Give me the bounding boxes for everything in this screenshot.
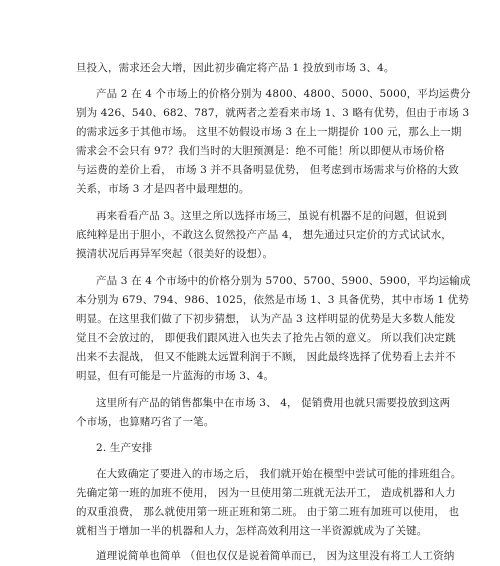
paragraph-line: 底纯粹是出于胆小，不敢这么贸然投产产品 4， 想先通过只定价的方式试试水， <box>76 229 452 241</box>
paragraph-line: 产品 3 在 4 个市场中的价格分别为 5700、5700、5900、5900，平均运输成 <box>96 275 471 287</box>
paragraph-line: 的需求远多于其他市场。 这里不妨假设市场 3 在上一期提价 100 元，那么上一期 <box>76 126 462 138</box>
paragraph-line: 与运费的差价上看， 市场 3 并不具备明显优势， 但考虑到市场需求与价格的大致 <box>76 164 459 176</box>
paragraph-line: 别为 426、540、682、787，就两者之差看来市场 1、3 略有优势，但由于市场 3 <box>76 107 470 119</box>
paragraph-line: 就相当于增加一半的机器和人力，怎样高效利用这一半资源就成为了关键。 <box>76 525 428 537</box>
section-heading: 2. 生产安排 <box>96 442 153 454</box>
paragraph-line: 出来不去混战， 但又不能跳太远置利润于不顾， 因此最终选择了优势看上去并不 <box>76 351 456 363</box>
paragraph-line: 本分别为 679、794、986、1025，依然是市场 1、3 具备优势，其中市场 1 优势 <box>76 294 469 306</box>
paragraph-line: 明显。在这里我们做了下初步猜想， 认为产品 3 这样明显的优势是大多数人能发 <box>76 313 456 325</box>
paragraph-line: 这里所有产品的销售都集中在市场 3、 4， 促销费用也就只需要投放到这两 <box>96 397 451 409</box>
paragraph-line: 需求会不会只有 97？我们当时的大胆预测是：绝不可能！所以即便从市场价格 <box>76 145 445 157</box>
paragraph-line: 摸清状况后再异军突起（很美好的设想）。 <box>76 248 274 260</box>
paragraph-line: 先确定第一班的加班不使用， 因为一旦使用第二班就无法开工， 造成机器和人力 <box>76 487 456 499</box>
paragraph-line: 明显，但有可能是一片蓝海的市场 3、4。 <box>76 370 275 382</box>
paragraph-line: 关系，市场 3 才是四者中最理想的。 <box>76 183 250 195</box>
paragraph-line: 道理说简单也简单 （但也仅仅是说着简单而已， 因为这里没有将工人工资纳 <box>96 550 455 562</box>
paragraph-line: 在大致确定了要进入的市场之后， 我们就开始在模型中尝试可能的排班组合。 <box>96 468 462 480</box>
paragraph-line: 旦投入，需求还会大增，因此初步确定将产品 1 投放到市场 3、4。 <box>76 62 395 74</box>
paragraph-line: 再来看看产品 3。这里之所以选择市场三，虽说有机器不足的问题，但说到 <box>96 210 448 222</box>
paragraph-line: 产品 2 在 4 个市场上的价格分别为 4800、4800、5000、5000，平均运费分 <box>96 88 471 100</box>
paragraph-line: 的双重浪费， 那么就使用第一班正班和第二班。 由于第二班有加班可以使用， 也 <box>76 506 460 518</box>
paragraph-line: 个市场，也算赌巧省了一笔。 <box>76 416 215 428</box>
paragraph-line: 觉且不会放过的， 即便我们跟风进入也失去了抢先占领的意义。 所以我们决定跳 <box>76 332 456 344</box>
